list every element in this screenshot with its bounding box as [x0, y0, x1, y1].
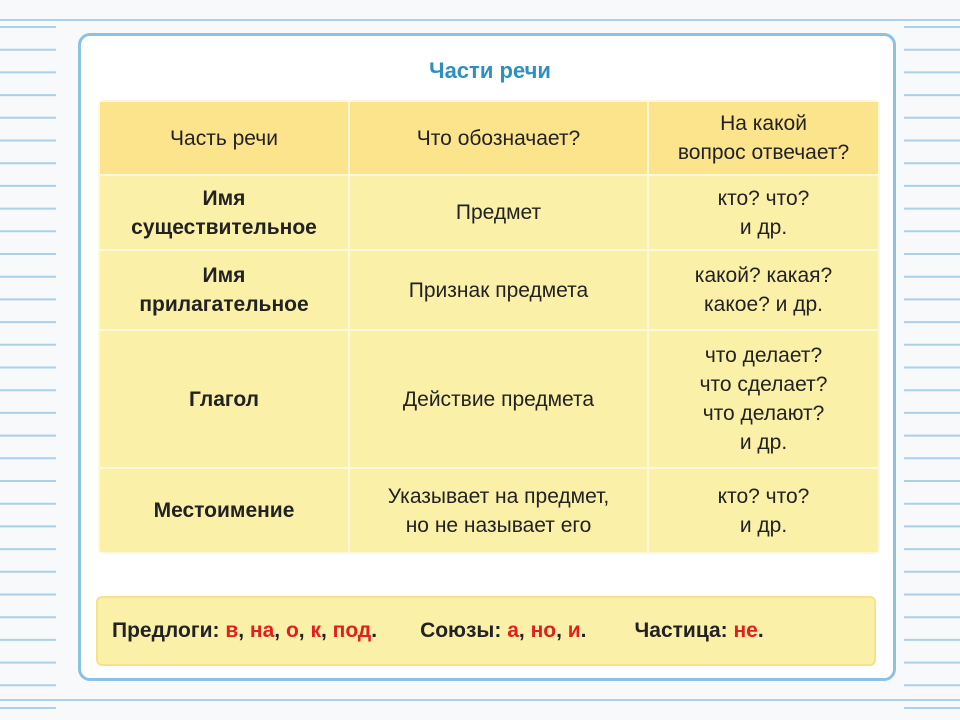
- preposition-word: под: [332, 619, 372, 642]
- meaning-cell: Указывает на предмет, но не называет его: [349, 468, 648, 553]
- page-title: Части речи: [429, 58, 551, 83]
- particle-word: не: [733, 619, 758, 642]
- header-question: На какой вопрос отвечает?: [648, 101, 879, 175]
- function-words-box: [96, 596, 876, 666]
- table-header-row: [99, 101, 879, 175]
- conjunction-word: но: [530, 619, 557, 642]
- parts-of-speech-table: [98, 100, 880, 554]
- table-row: [99, 175, 879, 250]
- part-name-cell: Местоимение: [99, 468, 349, 553]
- particle-group: Частица: не.: [634, 619, 764, 642]
- question-cell: какой? какая? какое? и др.: [648, 250, 879, 330]
- question-cell: кто? что? и др.: [648, 175, 879, 250]
- part-name-cell: Имя прилагательное: [99, 250, 349, 330]
- prepositions-label: Предлоги: [112, 619, 213, 642]
- part-name-cell: Глагол: [99, 330, 349, 468]
- meaning-cell: Признак предмета: [349, 250, 648, 330]
- conjunctions-label: Союзы: [420, 619, 495, 642]
- conjunctions-group: Союзы: а, но, и.: [420, 619, 587, 642]
- conjunction-word: а: [507, 619, 519, 642]
- preposition-word: к: [310, 619, 321, 642]
- parts-of-speech-card: [78, 33, 896, 681]
- preposition-word: о: [285, 619, 299, 642]
- prepositions-group: Предлоги: в, на, о, к, под.: [112, 619, 378, 642]
- header-meaning: Что обозначает?: [349, 101, 648, 175]
- preposition-word: на: [249, 619, 275, 642]
- table-row: [99, 330, 879, 468]
- particle-label: Частица: [634, 619, 721, 642]
- preposition-word: в: [225, 619, 239, 642]
- header-part-of-speech: Часть речи: [99, 101, 349, 175]
- table-row: [99, 250, 879, 330]
- question-cell: кто? что? и др.: [648, 468, 879, 553]
- meaning-cell: Действие предмета: [349, 330, 648, 468]
- part-name-cell: Имя существительное: [99, 175, 349, 250]
- meaning-cell: Предмет: [349, 175, 648, 250]
- conjunction-word: и: [567, 619, 581, 642]
- question-cell: что делает? что сделает? что делают? и др.: [648, 330, 879, 468]
- table-row: [99, 468, 879, 553]
